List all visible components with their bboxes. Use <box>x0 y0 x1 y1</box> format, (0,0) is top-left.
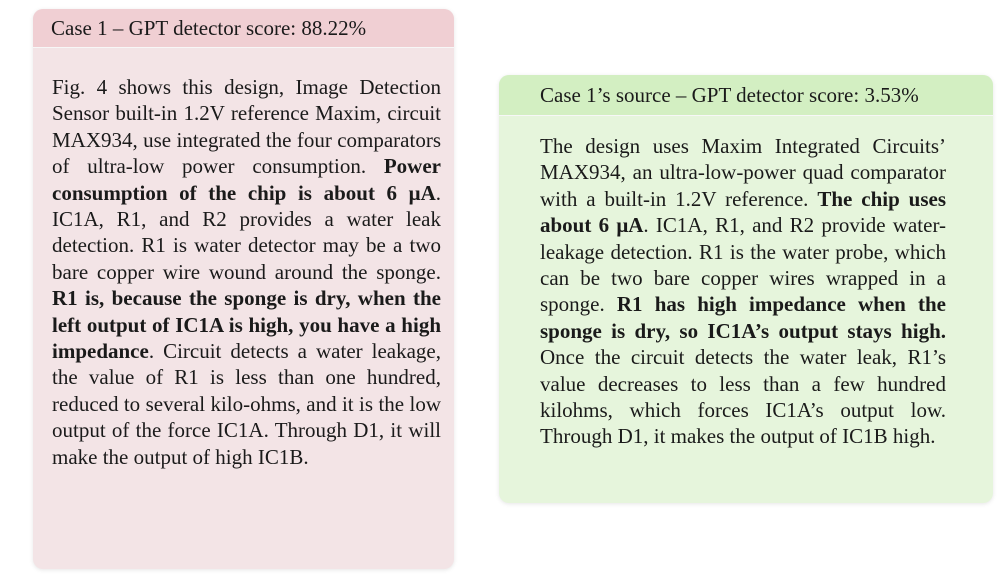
source-text-2: . IC1A, R1, and R2 provide water-leakage detection. R1 is the water probe, which can be two bare copper wires wrapped in a sponge. <box>540 213 947 317</box>
case-1-text-2: . IC1A, R1, and R2 provides a water leak detection. R1 is water detector may be a two bare copper wire wound around the sponge. <box>52 180 441 284</box>
source-text-1: The design uses Maxim Integrated Circuits’ MAX934, an ultra-low-power quad comparator with a built-in 1.2V reference. <box>540 134 946 211</box>
case-1-text-1: Fig. 4 shows this design, Image Detection Sensor built-in 1.2V reference Maxim, circuit MAX934, use integrated the four comparators of ultra-low power consumption. <box>52 75 441 179</box>
case-1-bold-2: R1 is, because the sponge is dry, when the left output of IC1A is high, you have a high impedance <box>52 286 441 364</box>
case-1-text-3: . Circuit detects a water leakage, the value of R1 is less than one hundred, reduced to several kilo-ohms, and it is the low output of the force IC1A. Through D1, it will make the output of high IC1B. <box>52 339 441 469</box>
case-1-source-title: Case 1’s source – GPT detector score: 3.53% <box>499 75 993 116</box>
source-bold-2: R1 has high impedance when the sponge is dry, so IC1A’s output stays high. <box>540 292 946 343</box>
source-text-3: Once the circuit detects the water leak, R1’s value decreases to less than a few hundred kilohms, which forces IC1A’s output low. Through D1, it makes the output of IC1B high. <box>540 345 946 449</box>
case-1-bold-1: Power consumption of the chip is about 6 μA <box>52 154 441 205</box>
case-1-source-body <box>540 133 946 450</box>
case-1-card <box>33 9 454 569</box>
case-1-source-card <box>499 75 993 503</box>
case-1-title: Case 1 – GPT detector score: 88.22% <box>33 9 454 48</box>
source-bold-1: The chip uses about 6 μA <box>540 186 946 238</box>
case-1-body <box>52 74 441 470</box>
